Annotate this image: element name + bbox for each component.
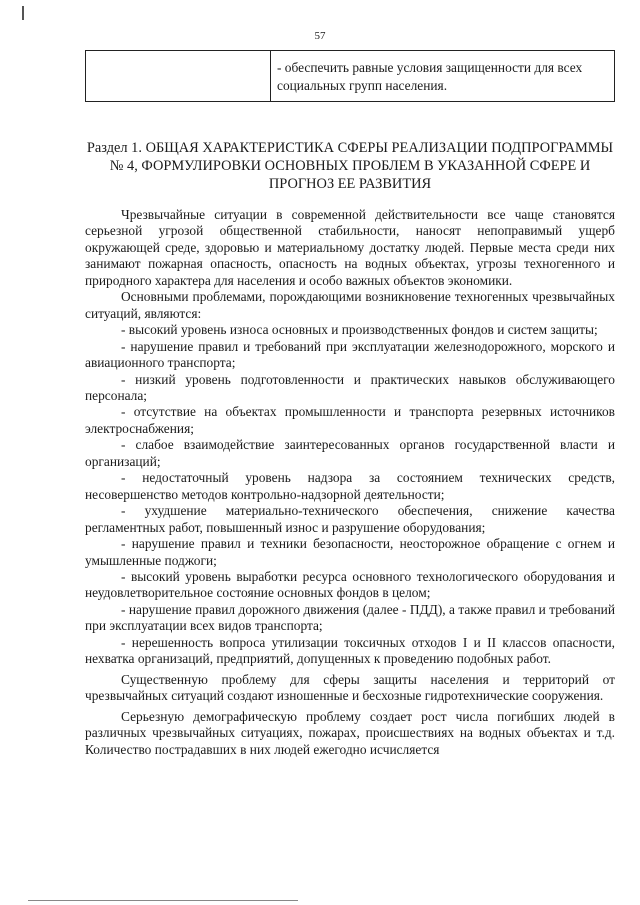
page-number: 57 [314, 30, 326, 42]
list-item: - нарушение правил и требований при эксплуатации железнодорожного, морского и авиационного транспорта; [85, 338, 615, 371]
list-item: - нерешенность вопроса утилизации токсичных отходов I и II классов опасности, нехватка организаций, предприятий, допущенных к проведению подобных работ. [85, 634, 615, 667]
list-item: - отсутствие на объектах промышленности и транспорта резервных источников электроснабжения; [85, 404, 615, 436]
body-text [85, 207, 615, 758]
section-heading: Раздел 1. ОБЩАЯ ХАРАКТЕРИСТИКА СФЕРЫ РЕАЛИЗАЦИИ ПОДПРОГРАММЫ № 4, ФОРМУЛИРОВКИ ОСНОВНЫХ ПРОБЛЕМ В УКАЗАННОЙ СФЕРЕ И ПРОГНОЗ ЕЕ РАЗВИТИЯ [86, 140, 614, 192]
list-item: - нарушение правил и техники безопасности, неосторожное обращение с огнем и умышленные поджоги; [85, 536, 615, 568]
list-item: - слабое взаимодействие заинтересованных органов государственной власти и организаций; [85, 437, 615, 469]
margin-mark [22, 6, 24, 20]
paragraph-problems-lead: Основными проблемами, порождающими возникновение техногенных чрезвычайных ситуаций, являются: [85, 289, 615, 321]
paragraph-intro: Чрезвычайные ситуации в современной действительности все чаще становятся серьезной угрозой общественной стабильности, наносят непоправимый ущерб окружающей среде, здоровью и материальному достатку людей. Первые места среди них занимают пожарная опасность, опасность на водных объектах, угрозы техногенного и природного характера для населения и особо важных объектов экономики. [85, 207, 615, 288]
continuation-table [85, 50, 615, 102]
table-cell-empty [86, 51, 271, 102]
paragraph-hydro: Существенную проблему для сферы защиты населения и территорий от чрезвычайных ситуаций создают изношенные и бесхозные гидротехнические сооружения. [85, 671, 615, 704]
list-item: - ухудшение материально-технического обеспечения, снижение качества регламентных работ, повышенный износ и разрушение оборудования; [85, 503, 615, 535]
list-item: - нарушение правил дорожного движения (далее - ПДД), а также правил и требований при эксплуатации всех видов транспорта; [85, 601, 615, 634]
list-item: - высокий уровень износа основных и производственных фондов и систем защиты; [121, 322, 598, 338]
table-cell-text: - обеспечить равные условия защищенности для всех социальных групп населения. [271, 51, 615, 102]
bottom-rule [28, 900, 298, 901]
list-item: - высокий уровень выработки ресурса основного технологического оборудования и неудовлетворительное состояние основных фондов в целом; [85, 568, 615, 601]
list-item: - низкий уровень подготовленности и практических навыков обслуживающего персонала; [85, 371, 615, 403]
paragraph-demographic: Серьезную демографическую проблему создает рост числа погибших людей в различных чрезвычайных ситуациях, пожарах, происшествиях на водных объектах и т.д. Количество пострадавших в них людей ежегодно исчисляется [85, 708, 615, 757]
list-item: - недостаточный уровень надзора за состоянием технических средств, несовершенство методов контрольно-надзорной деятельности; [85, 470, 615, 502]
